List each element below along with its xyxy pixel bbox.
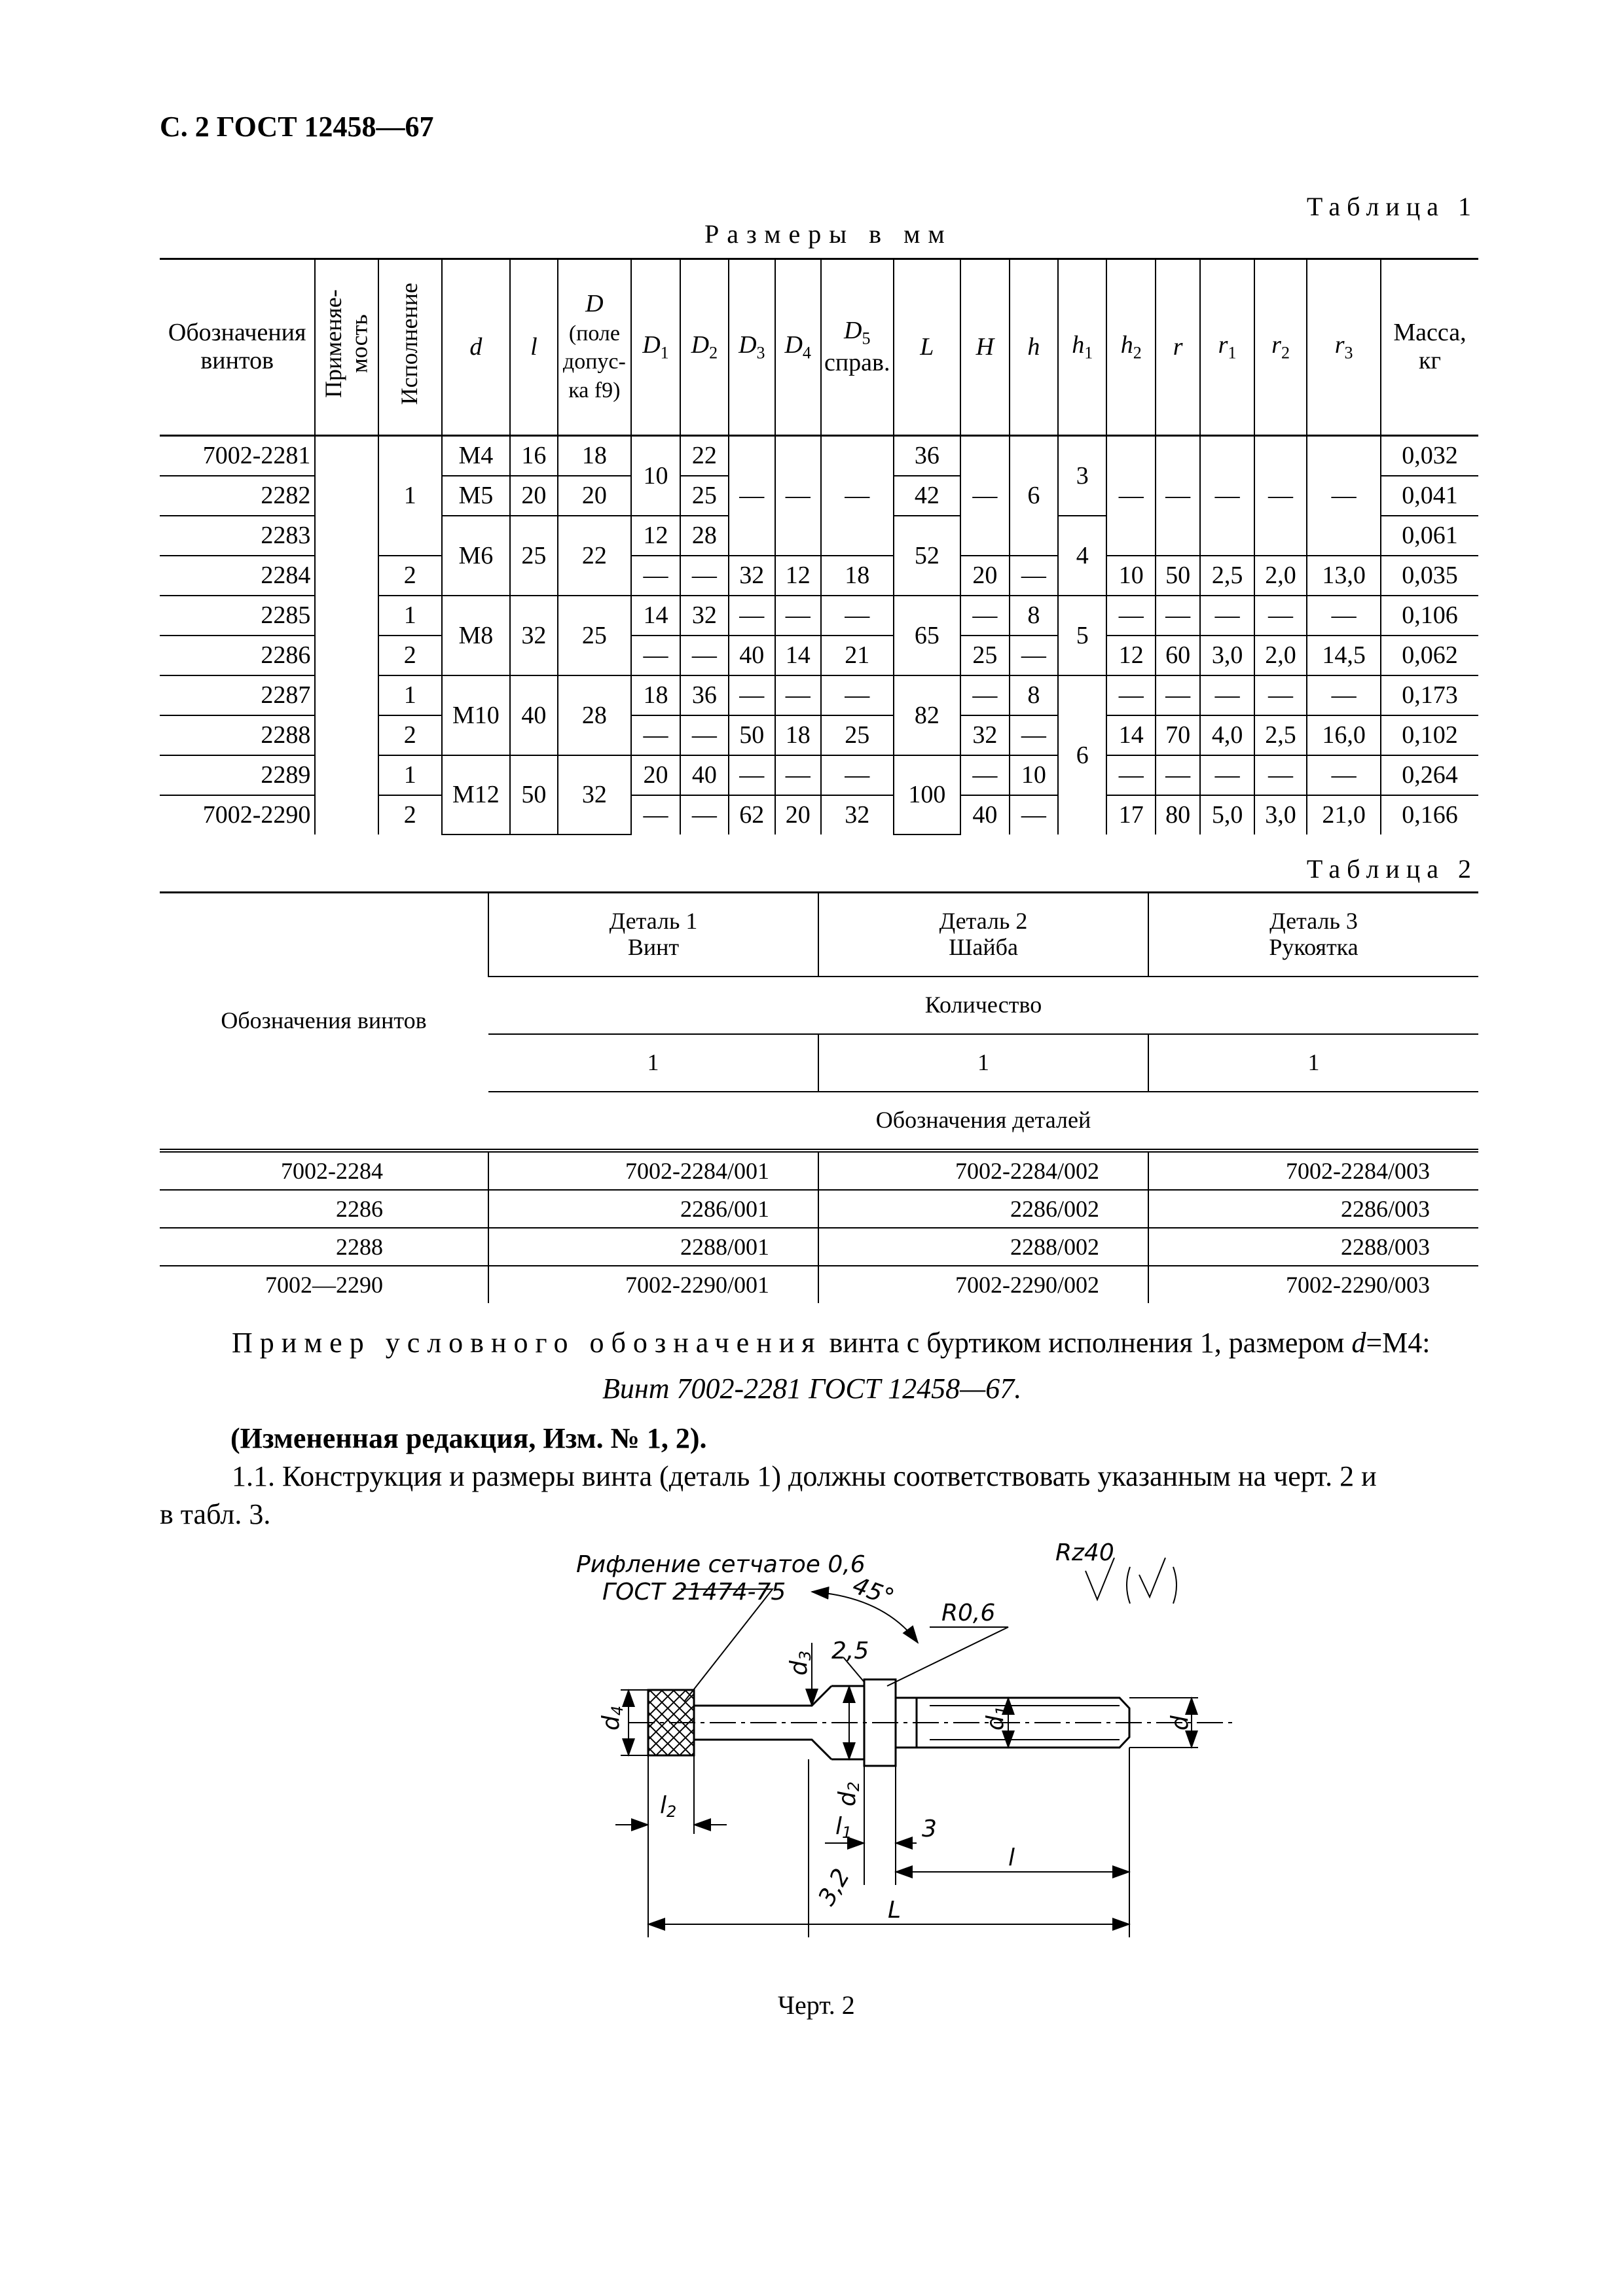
cell-r3: 13,0 bbox=[1307, 556, 1381, 596]
cell-designation: 2282 bbox=[160, 476, 315, 516]
cell-l: 20 bbox=[510, 476, 557, 516]
cell-D4: — bbox=[775, 755, 821, 795]
cell-l: 25 bbox=[510, 516, 557, 596]
cell-h2: — bbox=[1106, 435, 1155, 556]
cell-H: — bbox=[960, 596, 1009, 636]
cell-r1: 5,0 bbox=[1200, 795, 1254, 834]
cell-r3: — bbox=[1307, 675, 1381, 715]
table1-units: Размеры в мм bbox=[704, 219, 953, 249]
dim-d3: d3 bbox=[786, 1650, 814, 1676]
cell-D: 25 bbox=[558, 596, 632, 675]
cell-D1: 14 bbox=[631, 596, 680, 636]
cell-mass: 0,035 bbox=[1381, 556, 1478, 596]
cell-h2: — bbox=[1106, 596, 1155, 636]
cell-r2: 2,5 bbox=[1254, 715, 1307, 755]
dim-d: d bbox=[1167, 1715, 1194, 1731]
quantity-part3: 1 bbox=[1148, 1034, 1478, 1092]
knurl-note: Рифление сетчатое 0,6 bbox=[576, 1551, 866, 1578]
cell-D3: — bbox=[729, 675, 775, 715]
table-row: 2288 2288/001 2288/002 2288/003 bbox=[160, 1228, 1478, 1266]
cell-version: 2 bbox=[378, 795, 442, 834]
cell-designation: 2286 bbox=[160, 636, 315, 675]
cell-D4: — bbox=[775, 435, 821, 556]
cell-D: 28 bbox=[558, 675, 632, 755]
cell-h: — bbox=[1010, 795, 1058, 834]
cell-d: M12 bbox=[442, 755, 511, 834]
cell-r: — bbox=[1156, 675, 1200, 715]
header-r2: $r_2$ bbox=[1254, 259, 1307, 436]
cell-h2: — bbox=[1106, 675, 1155, 715]
cell-r: 50 bbox=[1156, 556, 1200, 596]
cell-D2: 28 bbox=[680, 516, 729, 556]
cell-r3: 14,5 bbox=[1307, 636, 1381, 675]
cell-H: — bbox=[960, 435, 1009, 556]
cell-h: 10 bbox=[1010, 755, 1058, 795]
quantity-part2: 1 bbox=[818, 1034, 1148, 1092]
cell-D1: 12 bbox=[631, 516, 680, 556]
cell-mass: 0,166 bbox=[1381, 795, 1478, 834]
cell-r3: — bbox=[1307, 596, 1381, 636]
header-part1: Деталь 1 Винт bbox=[488, 893, 818, 977]
cell-designation: 7002-2281 bbox=[160, 435, 315, 476]
cell-r1: — bbox=[1200, 755, 1254, 795]
cell-r1: — bbox=[1200, 435, 1254, 556]
header-mass: Масса, кг bbox=[1381, 259, 1478, 436]
cell-D4: 12 bbox=[775, 556, 821, 596]
cell-D1: 20 bbox=[631, 755, 680, 795]
cell-version: 1 bbox=[378, 755, 442, 795]
header-D2: $D_2$ bbox=[680, 259, 729, 436]
cell-D1: 10 bbox=[631, 435, 680, 516]
cell-r1: 2,5 bbox=[1200, 556, 1254, 596]
cell-D3: — bbox=[729, 435, 775, 556]
cell-h1: 5 bbox=[1058, 596, 1106, 675]
header-version: Исполнение bbox=[378, 259, 442, 436]
header-d: d bbox=[442, 259, 511, 436]
cell-H: — bbox=[960, 755, 1009, 795]
dim-l1: l1 bbox=[835, 1813, 852, 1842]
cell-mass: 0,062 bbox=[1381, 636, 1478, 675]
cell-designation: 2289 bbox=[160, 755, 315, 795]
example-designation: Винт 7002-2281 ГОСТ 12458—67. bbox=[602, 1372, 1022, 1405]
cell-H: 20 bbox=[960, 556, 1009, 596]
cell-D3: 40 bbox=[729, 636, 775, 675]
cell-D2: 22 bbox=[680, 435, 729, 476]
cell-r: — bbox=[1156, 435, 1200, 556]
cell-H: 25 bbox=[960, 636, 1009, 675]
cell-D3: 32 bbox=[729, 556, 775, 596]
dim-3-2: 3,2 bbox=[813, 1864, 856, 1910]
cell-D3: — bbox=[729, 596, 775, 636]
cell-mass: 0,173 bbox=[1381, 675, 1478, 715]
angle-label: 45° bbox=[848, 1571, 898, 1612]
cell-l: 32 bbox=[510, 596, 557, 675]
cell-r: — bbox=[1156, 755, 1200, 795]
cell-r2: 2,0 bbox=[1254, 636, 1307, 675]
cell-D2: 32 bbox=[680, 596, 729, 636]
dim-l: l bbox=[1008, 1844, 1015, 1871]
cell-D4: 18 bbox=[775, 715, 821, 755]
cell-h1: 3 bbox=[1058, 435, 1106, 516]
header-l: l bbox=[510, 259, 557, 436]
chamfer-label: 2,5 bbox=[831, 1638, 869, 1664]
cell-r: 60 bbox=[1156, 636, 1200, 675]
cell-D5: 18 bbox=[821, 556, 894, 596]
cell-D5: 21 bbox=[821, 636, 894, 675]
roughness-label: Rz40 bbox=[1055, 1539, 1114, 1566]
cell-r: 80 bbox=[1156, 795, 1200, 834]
cell-d: M8 bbox=[442, 596, 511, 675]
cell-mass: 0,264 bbox=[1381, 755, 1478, 795]
cell-version: 1 bbox=[378, 596, 442, 636]
cell-D: 18 bbox=[558, 435, 632, 476]
cell-l: 16 bbox=[510, 435, 557, 476]
header-designation: Обозначения винтов bbox=[160, 893, 488, 1151]
cell-h2: 17 bbox=[1106, 795, 1155, 834]
cell-version: 2 bbox=[378, 636, 442, 675]
cell-r3: 21,0 bbox=[1307, 795, 1381, 834]
cell-D1: 18 bbox=[631, 675, 680, 715]
header-D5: $D_5$ справ. bbox=[821, 259, 894, 436]
cell-r: 70 bbox=[1156, 715, 1200, 755]
cell-D2: 25 bbox=[680, 476, 729, 516]
dim-d4: d4 bbox=[598, 1705, 627, 1731]
cell-D: 20 bbox=[558, 476, 632, 516]
cell-r1: 3,0 bbox=[1200, 636, 1254, 675]
header-designation: Обозначения винтов bbox=[168, 318, 306, 375]
cell-H: 40 bbox=[960, 795, 1009, 834]
cell-D5: — bbox=[821, 755, 894, 795]
cell-r3: — bbox=[1307, 755, 1381, 795]
cell-mass: 0,032 bbox=[1381, 435, 1478, 476]
cell-mass: 0,102 bbox=[1381, 715, 1478, 755]
table-row: 2286 2286/001 2286/002 2286/003 bbox=[160, 1190, 1478, 1228]
cell-L: 36 bbox=[894, 435, 961, 476]
cell-H: — bbox=[960, 675, 1009, 715]
dim-d1: d1 bbox=[982, 1705, 1011, 1731]
table1-header-row bbox=[160, 259, 1478, 436]
cell-d: M4 bbox=[442, 435, 511, 476]
cell-r2: — bbox=[1254, 675, 1307, 715]
cell-designation: 2288 bbox=[160, 715, 315, 755]
cell-r2: — bbox=[1254, 435, 1307, 556]
header-quantity: Количество bbox=[488, 977, 1478, 1034]
cell-version: 2 bbox=[378, 556, 442, 596]
dim-L: L bbox=[888, 1897, 902, 1924]
cell-d: M5 bbox=[442, 476, 511, 516]
cell-designation: 2285 bbox=[160, 596, 315, 636]
cell-applicability bbox=[315, 435, 378, 516]
cell-D2: — bbox=[680, 795, 729, 834]
cell-l: 50 bbox=[510, 755, 557, 834]
cell-H: 32 bbox=[960, 715, 1009, 755]
cell-D5: — bbox=[821, 435, 894, 556]
table1 bbox=[160, 258, 1478, 835]
table-row: 7002—2290 7002-2290/001 7002-2290/002 7002-2290/003 bbox=[160, 1266, 1478, 1303]
header-L: L bbox=[894, 259, 961, 436]
cell-D2: — bbox=[680, 715, 729, 755]
cell-r: — bbox=[1156, 596, 1200, 636]
cell-mass: 0,106 bbox=[1381, 596, 1478, 636]
cell-D2: — bbox=[680, 636, 729, 675]
cell-version: 2 bbox=[378, 715, 442, 755]
cell-L: 52 bbox=[894, 516, 961, 596]
cell-D3: — bbox=[729, 755, 775, 795]
table2-caption: Таблица 2 bbox=[1306, 854, 1478, 884]
cell-h: — bbox=[1010, 636, 1058, 675]
radius-label: R0,6 bbox=[941, 1600, 996, 1626]
cell-version: 1 bbox=[378, 675, 442, 715]
example-line: Пример условного обозначения винта с буртиком исполнения 1, размером d=M4: bbox=[232, 1327, 1431, 1359]
cell-L: 42 bbox=[894, 476, 961, 516]
header-part2: Деталь 2 Шайба bbox=[818, 893, 1148, 977]
header-r: r bbox=[1156, 259, 1200, 436]
cell-l: 40 bbox=[510, 675, 557, 755]
header-r1: $r_1$ bbox=[1200, 259, 1254, 436]
cell-D3: 50 bbox=[729, 715, 775, 755]
cell-D4: 14 bbox=[775, 636, 821, 675]
header-r3: $r_3$ bbox=[1307, 259, 1381, 436]
cell-d: M10 bbox=[442, 675, 511, 755]
header-part3: Деталь 3 Рукоятка bbox=[1148, 893, 1478, 977]
cell-L: 82 bbox=[894, 675, 961, 755]
dim-3: 3 bbox=[922, 1816, 937, 1842]
cell-D4: 20 bbox=[775, 795, 821, 834]
drawing-caption: Черт. 2 bbox=[778, 1990, 855, 2020]
paragraph-1-1-cont: в табл. 3. bbox=[160, 1498, 271, 1530]
cell-D1: — bbox=[631, 795, 680, 834]
cell-L: 100 bbox=[894, 755, 961, 834]
cell-r2: — bbox=[1254, 596, 1307, 636]
amended-note: (Измененная редакция, Изм. № 1, 2). bbox=[230, 1422, 707, 1454]
header-D4: $D_4$ bbox=[775, 259, 821, 436]
cell-D: 32 bbox=[558, 755, 632, 834]
cell-designation: 2283 bbox=[160, 516, 315, 556]
cell-designation: 2287 bbox=[160, 675, 315, 715]
cell-r1: 4,0 bbox=[1200, 715, 1254, 755]
cell-mass: 0,061 bbox=[1381, 516, 1478, 556]
cell-h1: 4 bbox=[1058, 516, 1106, 596]
cell-h: 8 bbox=[1010, 675, 1058, 715]
cell-r2: — bbox=[1254, 755, 1307, 795]
cell-r2: 3,0 bbox=[1254, 795, 1307, 834]
cell-D2: — bbox=[680, 556, 729, 596]
quantity-part1: 1 bbox=[488, 1034, 818, 1092]
cell-D4: — bbox=[775, 596, 821, 636]
table1-caption: Таблица 1 bbox=[1306, 192, 1478, 221]
cell-h2: 10 bbox=[1106, 556, 1155, 596]
knurl-standard: ГОСТ 21474-75 bbox=[602, 1579, 786, 1605]
page-header: С. 2 ГОСТ 12458—67 bbox=[160, 111, 434, 143]
dim-l2: l2 bbox=[660, 1792, 677, 1821]
cell-D5: 25 bbox=[821, 715, 894, 755]
table-row bbox=[160, 435, 1478, 476]
cell-D2: 36 bbox=[680, 675, 729, 715]
cell-D5: 32 bbox=[821, 795, 894, 834]
cell-mass: 0,041 bbox=[1381, 476, 1478, 516]
cell-L: 65 bbox=[894, 596, 961, 675]
header-D1: $D_1$ bbox=[631, 259, 680, 436]
cell-D1: — bbox=[631, 715, 680, 755]
cell-h: — bbox=[1010, 715, 1058, 755]
cell-r3: — bbox=[1307, 435, 1381, 556]
cell-h1: 6 bbox=[1058, 675, 1106, 834]
header-h1: $h_1$ bbox=[1058, 259, 1106, 436]
screw-drawing bbox=[550, 1532, 1270, 1937]
cell-h2: — bbox=[1106, 755, 1155, 795]
cell-h: 8 bbox=[1010, 596, 1058, 636]
cell-D2: 40 bbox=[680, 755, 729, 795]
header-D3: $D_3$ bbox=[729, 259, 775, 436]
header-applicability: Применяе- мость bbox=[315, 259, 378, 436]
cell-D1: — bbox=[631, 636, 680, 675]
header-part-designations: Обозначения деталей bbox=[488, 1092, 1478, 1151]
table-row: 7002-2284 7002-2284/001 7002-2284/002 7002-2284/003 bbox=[160, 1151, 1478, 1190]
cell-designation: 2284 bbox=[160, 556, 315, 596]
cell-D3: 62 bbox=[729, 795, 775, 834]
cell-D4: — bbox=[775, 675, 821, 715]
cell-h: 6 bbox=[1010, 435, 1058, 556]
cell-h2: 14 bbox=[1106, 715, 1155, 755]
cell-r3: 16,0 bbox=[1307, 715, 1381, 755]
cell-r1: — bbox=[1200, 596, 1254, 636]
header-D: D (поле допус- ка f9) bbox=[558, 259, 632, 436]
cell-r2: 2,0 bbox=[1254, 556, 1307, 596]
cell-d: M6 bbox=[442, 516, 511, 596]
cell-version: 1 bbox=[378, 435, 442, 556]
cell-applicability bbox=[315, 516, 378, 834]
cell-r1: — bbox=[1200, 675, 1254, 715]
paragraph-1-1: 1.1. Конструкция и размеры винта (деталь 1) должны соответствовать указанным на черт. 2 и bbox=[232, 1460, 1377, 1492]
table2 bbox=[160, 891, 1478, 1303]
cell-D5: — bbox=[821, 675, 894, 715]
cell-D: 22 bbox=[558, 516, 632, 596]
dim-d2: d2 bbox=[834, 1781, 863, 1806]
cell-h2: 12 bbox=[1106, 636, 1155, 675]
header-h2: $h_2$ bbox=[1106, 259, 1155, 436]
cell-h: — bbox=[1010, 556, 1058, 596]
cell-D5: — bbox=[821, 596, 894, 636]
cell-designation: 7002-2290 bbox=[202, 801, 311, 829]
header-H: H bbox=[960, 259, 1009, 436]
cell-D1: — bbox=[631, 556, 680, 596]
header-h: h bbox=[1010, 259, 1058, 436]
